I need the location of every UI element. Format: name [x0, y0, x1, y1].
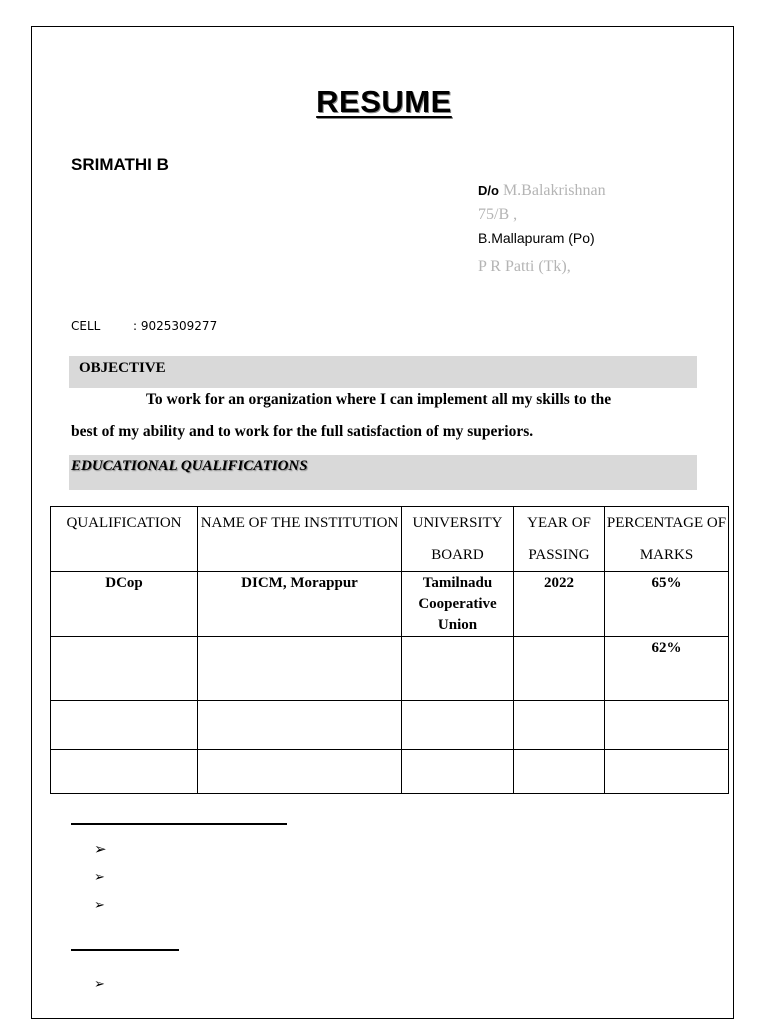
column-header: YEAR OF PASSING [514, 507, 605, 572]
education-band [69, 455, 697, 490]
table-cell [514, 701, 605, 750]
objective-line-2: best of my ability and to work for the full satisfaction of my superiors. [71, 423, 534, 440]
column-header: NAME OF THE INSTITUTION [198, 507, 402, 572]
section-heading-underline [71, 823, 287, 825]
objective-heading: OBJECTIVE [79, 360, 166, 376]
education-table [50, 506, 729, 794]
objective-band [69, 356, 697, 388]
resume-title: RESUME [316, 84, 452, 119]
column-header: QUALIFICATION [51, 507, 198, 572]
address-line-2: 75/B , [478, 206, 518, 223]
column-header: UNIVERSITY BOARD [402, 507, 514, 572]
table-cell [198, 750, 402, 794]
do-label: D/o [478, 183, 499, 198]
table-cell: DCop [51, 572, 198, 637]
table-cell [51, 750, 198, 794]
table-cell [402, 637, 514, 701]
cell-label: CELL [71, 319, 101, 333]
column-header: PERCENTAGE OF MARKS [605, 507, 729, 572]
table-cell: DICM, Morappur [198, 572, 402, 637]
father-name: M.Balakrishnan [498, 182, 606, 199]
table-row [51, 701, 729, 750]
table-cell [51, 637, 198, 701]
table-row [51, 572, 729, 637]
table-cell [605, 701, 729, 750]
address-line-3: B.Mallapuram (Po) [478, 230, 595, 246]
objective-line-1: To work for an organization where I can implement all my skills to the [146, 391, 612, 408]
table-row [51, 750, 729, 794]
cell-row [71, 319, 217, 333]
table-header-row [51, 507, 729, 572]
bullet-arrow-icon: ➢ [94, 840, 107, 858]
table-cell [198, 637, 402, 701]
table-cell [198, 701, 402, 750]
candidate-name: SRIMATHI B [71, 155, 169, 174]
bullet-arrow-icon: ➢ [94, 870, 105, 885]
table-cell [514, 750, 605, 794]
address-line-4: P R Patti (Tk), [478, 258, 571, 275]
section-heading-underline [71, 949, 179, 951]
table-cell [402, 701, 514, 750]
table-cell: 62% [605, 637, 729, 701]
address-line-1 [478, 180, 606, 202]
table-cell [51, 701, 198, 750]
education-heading: EDUCATIONAL QUALIFICATIONS [71, 458, 308, 474]
table-cell: 2022 [514, 572, 605, 637]
bullet-arrow-icon: ➢ [94, 977, 105, 992]
table-row [51, 637, 729, 701]
cell-number: : 9025309277 [133, 319, 218, 333]
table-cell: 65% [605, 572, 729, 637]
table-cell [402, 750, 514, 794]
table-cell: Tamilnadu Cooperative Union [402, 572, 514, 637]
table-cell [605, 750, 729, 794]
bullet-arrow-icon: ➢ [94, 898, 105, 913]
table-cell [514, 637, 605, 701]
